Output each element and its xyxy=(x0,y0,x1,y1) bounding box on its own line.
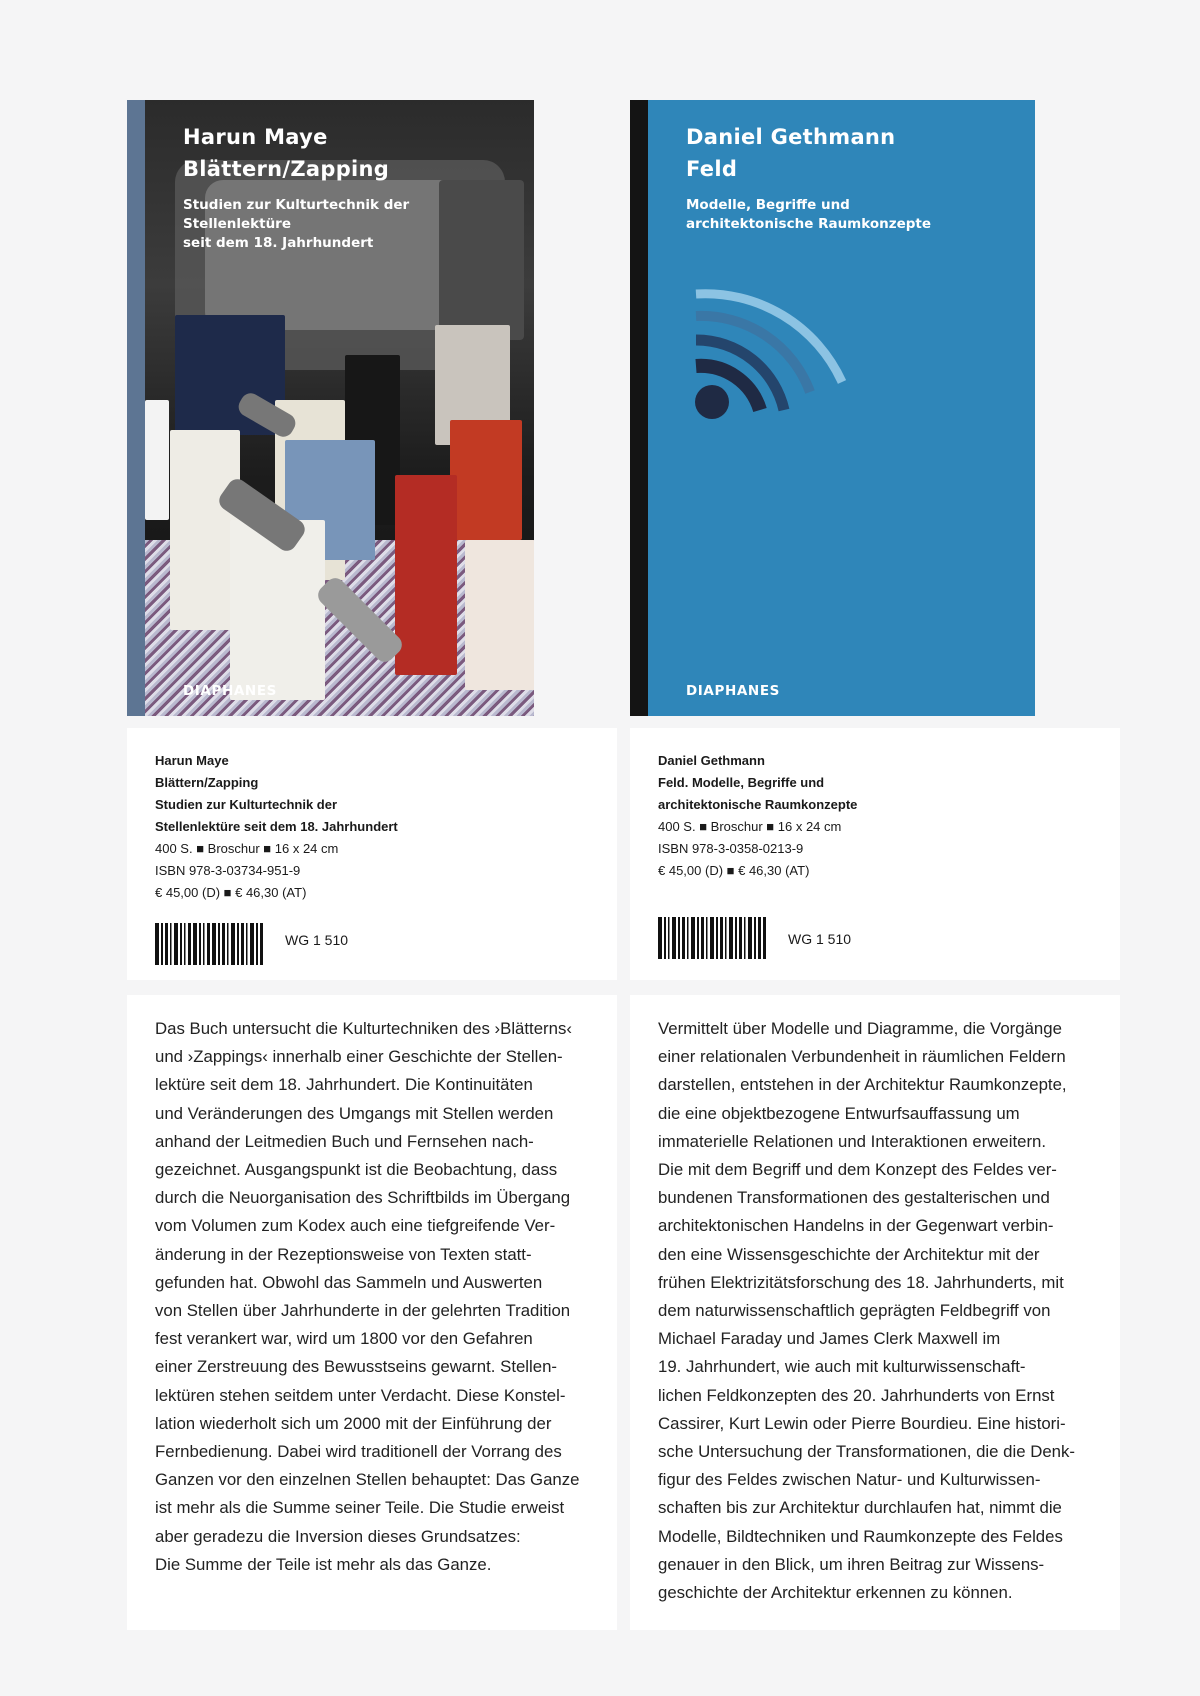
book-cover-blaettern-zapping xyxy=(127,100,534,716)
cover-title: Feld xyxy=(686,157,738,181)
barcode xyxy=(155,923,263,965)
description-line: lektüre seit dem 18. Jahrhundert. Die Kontinuitäten xyxy=(155,1075,533,1095)
description-line: einer Zerstreuung des Bewusstseins gewarnt. Stellen- xyxy=(155,1357,558,1377)
cover-publisher: DIAPHANES xyxy=(686,683,780,699)
description-line: die eine objektbezogene Entwurfsauffassung um xyxy=(658,1103,1020,1123)
info-title-line: Stellenlektüre seit dem 18. Jahrhundert xyxy=(155,819,398,834)
info-author: Daniel Gethmann xyxy=(658,753,765,768)
cover-subtitle: Modelle, Begriffe und architektonische Raumkonzepte xyxy=(686,197,932,232)
info-title-line: Studien zur Kulturtechnik der xyxy=(155,797,338,812)
description-line: Die mit dem Begriff und dem Konzept des Feldes ver- xyxy=(658,1160,1057,1180)
description-line: vom Volumen zum Kodex auch eine tiefgreifende Ver- xyxy=(155,1216,556,1236)
description-line: und Veränderungen des Umgangs mit Stellen werden xyxy=(155,1103,554,1123)
description-line: ist mehr als die Summe seiner Teile. Die Studie erweist xyxy=(155,1498,565,1518)
book-description-blaettern-zapping xyxy=(127,995,617,1630)
info-wg: WG 1 510 xyxy=(285,932,349,948)
description-text xyxy=(155,1015,605,1579)
info-wg: WG 1 510 xyxy=(788,931,852,947)
description-text xyxy=(658,1015,1108,1607)
cover-author: Harun Maye xyxy=(183,125,328,149)
description-line: durch die Neuorganisation des Schriftbilds im Übergang xyxy=(155,1188,571,1208)
description-line: Modelle, Bildtechniken und Raumkonzepte des Feldes xyxy=(658,1526,1063,1546)
description-line: anhand der Leitmedien Buch und Fernsehen nach- xyxy=(155,1131,534,1151)
info-format: 400 S. ■ Broschur ■ 16 x 24 cm xyxy=(658,819,842,834)
info-title-line: Blättern/Zapping xyxy=(155,775,259,790)
cover-spine xyxy=(127,100,145,716)
info-isbn: ISBN 978-3-03734-951-9 xyxy=(155,863,301,878)
info-isbn: ISBN 978-3-0358-0213-9 xyxy=(658,841,804,856)
cover-spine xyxy=(630,100,648,716)
description-line: Ganzen vor den einzelnen Stellen behauptet: Das Ganze xyxy=(155,1470,580,1490)
book-cover-feld xyxy=(630,100,1035,716)
description-line: und ›Zappings‹ innerhalb einer Geschichte der Stellen- xyxy=(155,1047,563,1067)
book-info-card-blaettern-zapping xyxy=(127,728,617,980)
description-line: gezeichnet. Ausgangspunkt ist die Beobachtung, dass xyxy=(155,1160,558,1180)
barcode xyxy=(658,917,766,959)
description-line: Vermittelt über Modelle und Diagramme, die Vorgänge xyxy=(658,1019,1062,1038)
description-line: sche Untersuchung der Transformationen, die die Denk- xyxy=(658,1442,1075,1462)
description-line: einer relationalen Verbundenheit in räumlichen Feldern xyxy=(658,1047,1066,1067)
description-line: Michael Faraday und James Clerk Maxwell im xyxy=(658,1329,1001,1349)
field-waves-icon xyxy=(684,288,854,428)
description-line: lichen Feldkonzepten des 20. Jahrhunderts von Ernst xyxy=(658,1385,1055,1405)
description-line: Cassirer, Kurt Lewin oder Pierre Bourdieu. Eine histori- xyxy=(658,1413,1066,1433)
description-line: architektonischen Handelns in der Gegenwart verbin- xyxy=(658,1216,1054,1236)
info-author: Harun Maye xyxy=(155,753,229,768)
cover-publisher: DIAPHANES xyxy=(183,683,277,699)
description-line: bundenen Transformationen des gestalterischen und xyxy=(658,1188,1050,1208)
description-line: den eine Wissensgeschichte der Architektur mit der xyxy=(658,1244,1040,1264)
cover-author: Daniel Gethmann xyxy=(686,125,896,149)
description-line: figur des Feldes zwischen Natur- und Kulturwissen- xyxy=(658,1470,1041,1490)
cover-photo-books-tv xyxy=(145,100,534,716)
info-price: € 45,00 (D) ■ € 46,30 (AT) xyxy=(155,885,307,900)
description-line: geschichte der Architektur erkennen zu können. xyxy=(658,1583,1013,1603)
cover-subtitle: Studien zur Kulturtechnik der Stellenlektüre seit dem 18. Jahrhundert xyxy=(183,197,410,251)
description-line: gefunden hat. Obwohl das Sammeln und Auswerten xyxy=(155,1272,543,1292)
description-line: Fernbedienung. Dabei wird traditionell der Vorrang des xyxy=(155,1442,562,1462)
description-line: Die Summe der Teile ist mehr als das Ganze. xyxy=(155,1554,492,1574)
description-line: immaterielle Relationen und Interaktionen erweitern. xyxy=(658,1131,1047,1151)
description-line: frühen Elektrizitätsforschung des 18. Jahrhunderts, mit xyxy=(658,1272,1064,1292)
description-line: fest verankert war, wird um 1800 vor den Gefahren xyxy=(155,1329,533,1349)
info-title-line: architektonische Raumkonzepte xyxy=(658,797,858,812)
description-line: dem naturwissenschaftlich geprägten Feldbegriff von xyxy=(658,1301,1051,1321)
description-line: Das Buch untersucht die Kulturtechniken des ›Blätterns‹ xyxy=(155,1019,572,1038)
info-title-line: Feld. Modelle, Begriffe und xyxy=(658,775,825,790)
info-price: € 45,00 (D) ■ € 46,30 (AT) xyxy=(658,863,810,878)
description-line: lation wiederholt sich um 2000 mit der Einführung der xyxy=(155,1413,552,1433)
info-format: 400 S. ■ Broschur ■ 16 x 24 cm xyxy=(155,841,339,856)
description-line: von Stellen über Jahrhunderte in der gelehrten Tradition xyxy=(155,1301,571,1321)
book-description-feld xyxy=(630,995,1120,1630)
description-line: aber geradezu die Inversion dieses Grundsatzes: xyxy=(155,1526,521,1546)
description-line: 19. Jahrhundert, wie auch mit kulturwissenschaft- xyxy=(658,1357,1026,1377)
description-line: lektüren stehen seitdem unter Verdacht. Diese Konstel- xyxy=(155,1385,566,1405)
description-line: genauer in den Blick, um ihren Beitrag zur Wissens- xyxy=(658,1554,1045,1574)
description-line: änderung in der Rezeptionsweise von Texten statt- xyxy=(155,1244,532,1264)
book-info-card-feld xyxy=(630,728,1120,980)
description-line: schaften bis zur Architektur durchlaufen hat, nimmt die xyxy=(658,1498,1062,1518)
description-line: darstellen, entstehen in der Architektur Raumkonzepte, xyxy=(658,1075,1067,1095)
cover-title: Blättern/Zapping xyxy=(183,157,390,181)
